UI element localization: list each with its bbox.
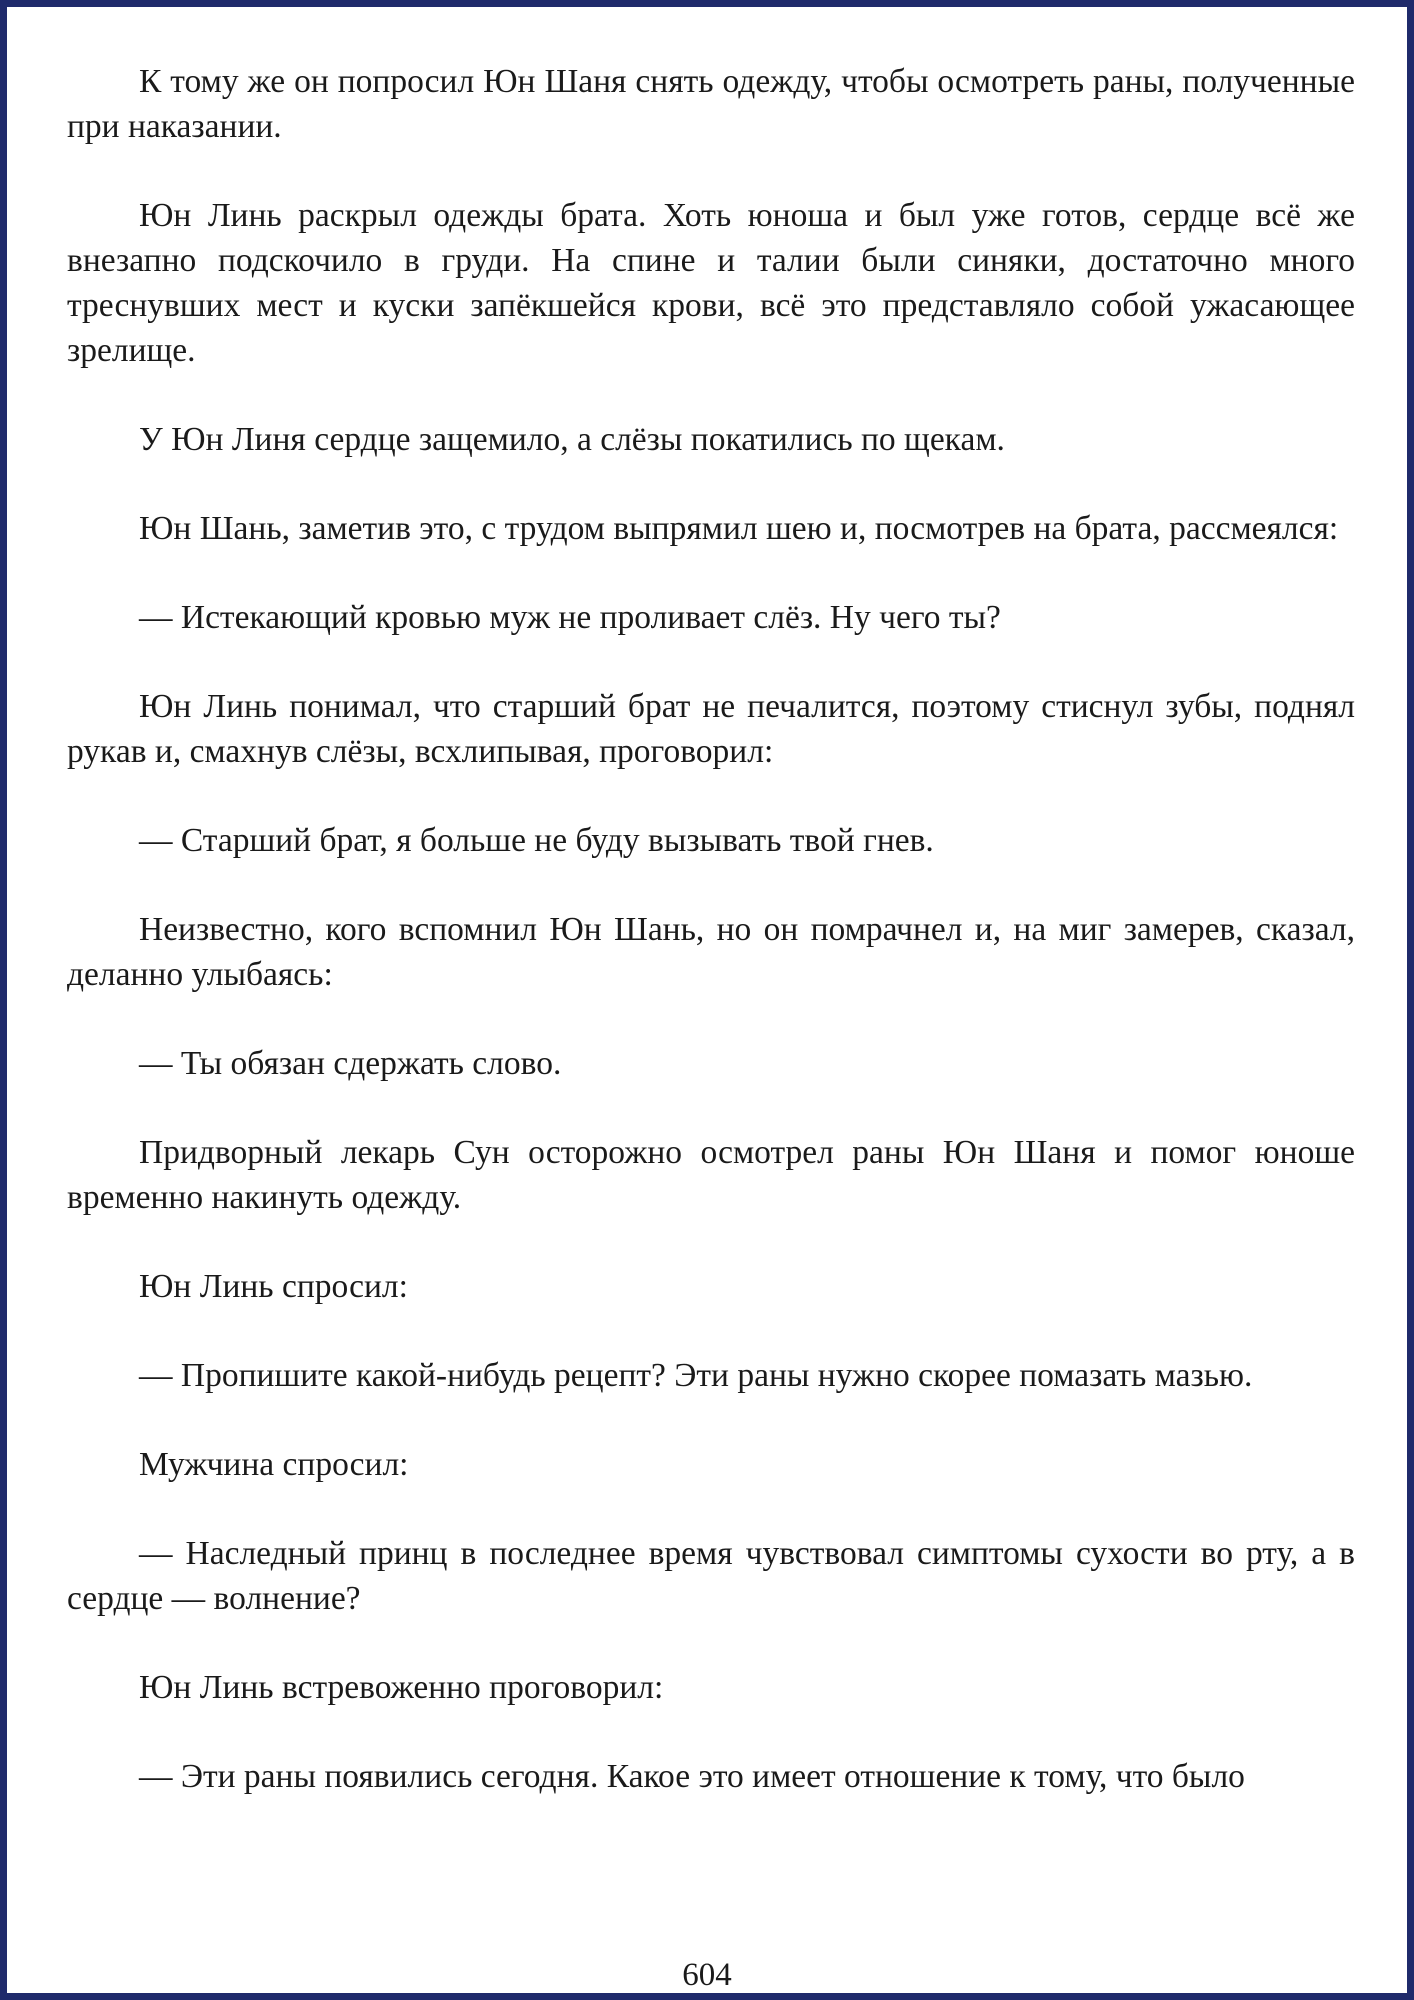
paragraph: Юн Линь раскрыл одежды брата. Хоть юноша и был уже готов, сердце всё же внезапно подскочило в груди. На спине и талии были синяки, достаточно много треснувших мест и куски запёкшейся крови, всё это представляло собой ужасающее зрелище. (67, 197, 1355, 369)
paragraph: Мужчина спросил: (139, 1446, 409, 1483)
paragraph: У Юн Линя сердце защемило, а слёзы покатились по щекам. (139, 421, 1005, 458)
paragraph: К тому же он попросил Юн Шаня снять одежду, чтобы осмотреть раны, полученные при наказании. (67, 63, 1355, 145)
dialogue-line: — Истекающий кровью муж не проливает слёз. Ну чего ты? (139, 599, 1001, 636)
paragraph: Юн Линь понимал, что старший брат не печалится, поэтому стиснул зубы, поднял рукав и, смахнув слёзы, всхлипывая, проговорил: (67, 688, 1355, 770)
dialogue-line: — Наследный принц в последнее время чувствовал симптомы сухости во рту, а в сердце — волнение? (67, 1535, 1355, 1617)
paragraph: Придворный лекарь Сун осторожно осмотрел раны Юн Шаня и помог юноше временно накинуть одежду. (67, 1134, 1355, 1216)
paragraph: Юн Линь встревоженно проговорил: (139, 1669, 664, 1706)
page-number: 604 (682, 1957, 732, 1993)
dialogue-line: — Эти раны появились сегодня. Какое это имеет отношение к тому, что было (139, 1758, 1245, 1795)
paragraph: Юн Линь спросил: (139, 1268, 408, 1305)
dialogue-line: — Старший брат, я больше не буду вызывать твой гнев. (139, 822, 934, 859)
dialogue-line: — Пропишите какой-нибудь рецепт? Эти раны нужно скорее помазать мазью. (139, 1357, 1253, 1394)
paragraph: Неизвестно, кого вспомнил Юн Шань, но он помрачнел и, на миг замерев, сказал, деланно улыбаясь: (67, 911, 1355, 993)
dialogue-line: — Ты обязан сдержать слово. (139, 1045, 562, 1082)
paragraph: Юн Шань, заметив это, с трудом выпрямил шею и, посмотрев на брата, рассмеялся: (139, 510, 1339, 547)
page-body (67, 59, 1355, 1843)
